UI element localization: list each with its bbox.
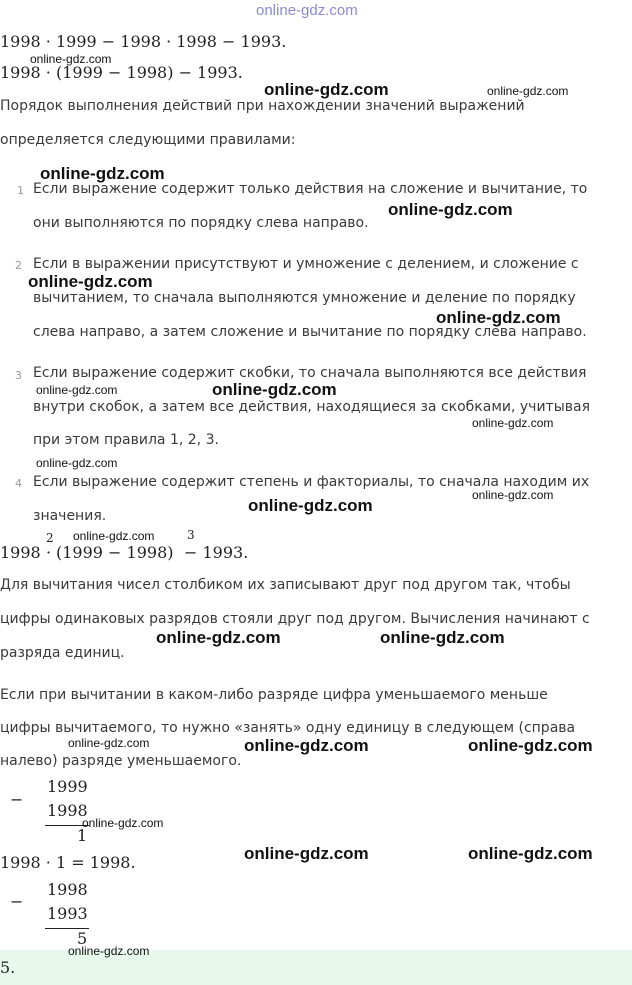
watermark: online-gdz.com <box>244 844 369 863</box>
para1-line-2: цифры одинаковых разрядов стояли друг под другом. Вычисления начинают с <box>0 611 590 627</box>
column2-minus: − <box>10 892 24 911</box>
rule-2-line-2: вычитанием, то сначала выполняются умножение и деление по порядку <box>33 290 576 306</box>
rule-number-2: 2 <box>15 259 22 272</box>
column2-result: 5 <box>77 929 88 948</box>
rule-4-line-1: Если выражение содержит степень и факториалы, то сначала находим их <box>33 474 590 490</box>
watermark: online-gdz.com <box>73 529 155 543</box>
watermark: online-gdz.com <box>388 200 513 219</box>
product-line: 1998 · 1 = 1998. <box>0 853 136 872</box>
para2-line-3: налево) разряде уменьшаемого. <box>0 753 242 769</box>
answer-value: 5. <box>0 958 16 977</box>
expression-dot: · <box>46 543 52 562</box>
rule-1-line-1: Если выражение содержит только действия на сложение и вычитание, то <box>33 181 588 197</box>
expression-line-3-c: − 1993. <box>184 543 249 562</box>
watermark-top: online-gdz.com <box>256 2 358 19</box>
rule-3-line-3: при этом правила 1, 2, 3. <box>33 432 219 448</box>
watermark: online-gdz.com <box>468 844 593 863</box>
rule-number-4: 4 <box>15 477 22 490</box>
expression-line-1: 1998 · 1999 − 1998 · 1998 − 1993. <box>0 32 287 51</box>
watermark: online-gdz.com <box>472 416 554 430</box>
intro-line-2: определяется следующими правилами: <box>0 132 296 148</box>
step-number-2: 2 <box>46 531 54 545</box>
rule-4-line-2: значения. <box>33 508 107 524</box>
column1-minus: − <box>10 790 24 809</box>
rule-2-line-1: Если в выражении присутствуют и умножение с делением, и сложение с <box>33 256 579 272</box>
watermark: online-gdz.com <box>436 308 561 327</box>
watermark: online-gdz.com <box>487 84 569 98</box>
rule-3-line-2: внутри скобок, а затем все действия, находящиеся за скобками, учитывая <box>33 399 591 415</box>
step-number-3: 3 <box>187 528 195 542</box>
expression-line-3-b: (1999 − 1998) <box>56 543 174 562</box>
watermark: online-gdz.com <box>40 164 165 183</box>
watermark: online-gdz.com <box>156 628 281 647</box>
watermark: online-gdz.com <box>212 380 337 399</box>
rule-2-line-3: слева направо, а затем сложение и вычитание по порядку слева направо. <box>33 324 587 340</box>
watermark: online-gdz.com <box>380 628 505 647</box>
para1-line-1: Для вычитания чисел столбиком их записывают друг под другом так, чтобы <box>0 577 571 593</box>
watermark: online-gdz.com <box>248 496 373 515</box>
rule-1-line-2: они выполняются по порядку слева направо. <box>33 215 369 231</box>
watermark: online-gdz.com <box>36 383 118 397</box>
expression-line-2: 1998 · (1999 − 1998) − 1993. <box>0 63 243 82</box>
para2-line-2: цифры вычитаемого, то нужно «занять» одну единицу в следующем (справа <box>0 720 576 736</box>
column1-minuend: 1999 <box>47 777 88 796</box>
watermark: online-gdz.com <box>472 488 554 502</box>
watermark: online-gdz.com <box>28 272 153 291</box>
rule-3-line-1: Если выражение содержит скобки, то сначала выполняются все действия <box>33 365 587 381</box>
watermark: online-gdz.com <box>30 52 112 66</box>
column2-minuend: 1998 <box>47 880 88 899</box>
para2-line-1: Если при вычитании в каком-либо разряде цифра уменьшаемого меньше <box>0 687 548 703</box>
watermark: online-gdz.com <box>244 736 369 755</box>
column1-subtrahend: 1998 <box>47 801 88 820</box>
rule-number-3: 3 <box>15 369 22 382</box>
watermark: online-gdz.com <box>82 816 164 830</box>
watermark: online-gdz.com <box>264 80 389 99</box>
column2-subtrahend: 1993 <box>47 904 88 923</box>
watermark: online-gdz.com <box>68 944 150 958</box>
watermark: online-gdz.com <box>468 736 593 755</box>
para1-line-3: разряда единиц. <box>0 645 125 661</box>
watermark: online-gdz.com <box>68 736 150 750</box>
column1-result: 1 <box>77 826 88 845</box>
intro-line-1: Порядок выполнения действий при нахождении значений выражений <box>0 98 525 114</box>
expression-line-3-a: 1998 <box>0 543 41 562</box>
rule-number-1: 1 <box>17 184 24 197</box>
watermark: online-gdz.com <box>36 456 118 470</box>
